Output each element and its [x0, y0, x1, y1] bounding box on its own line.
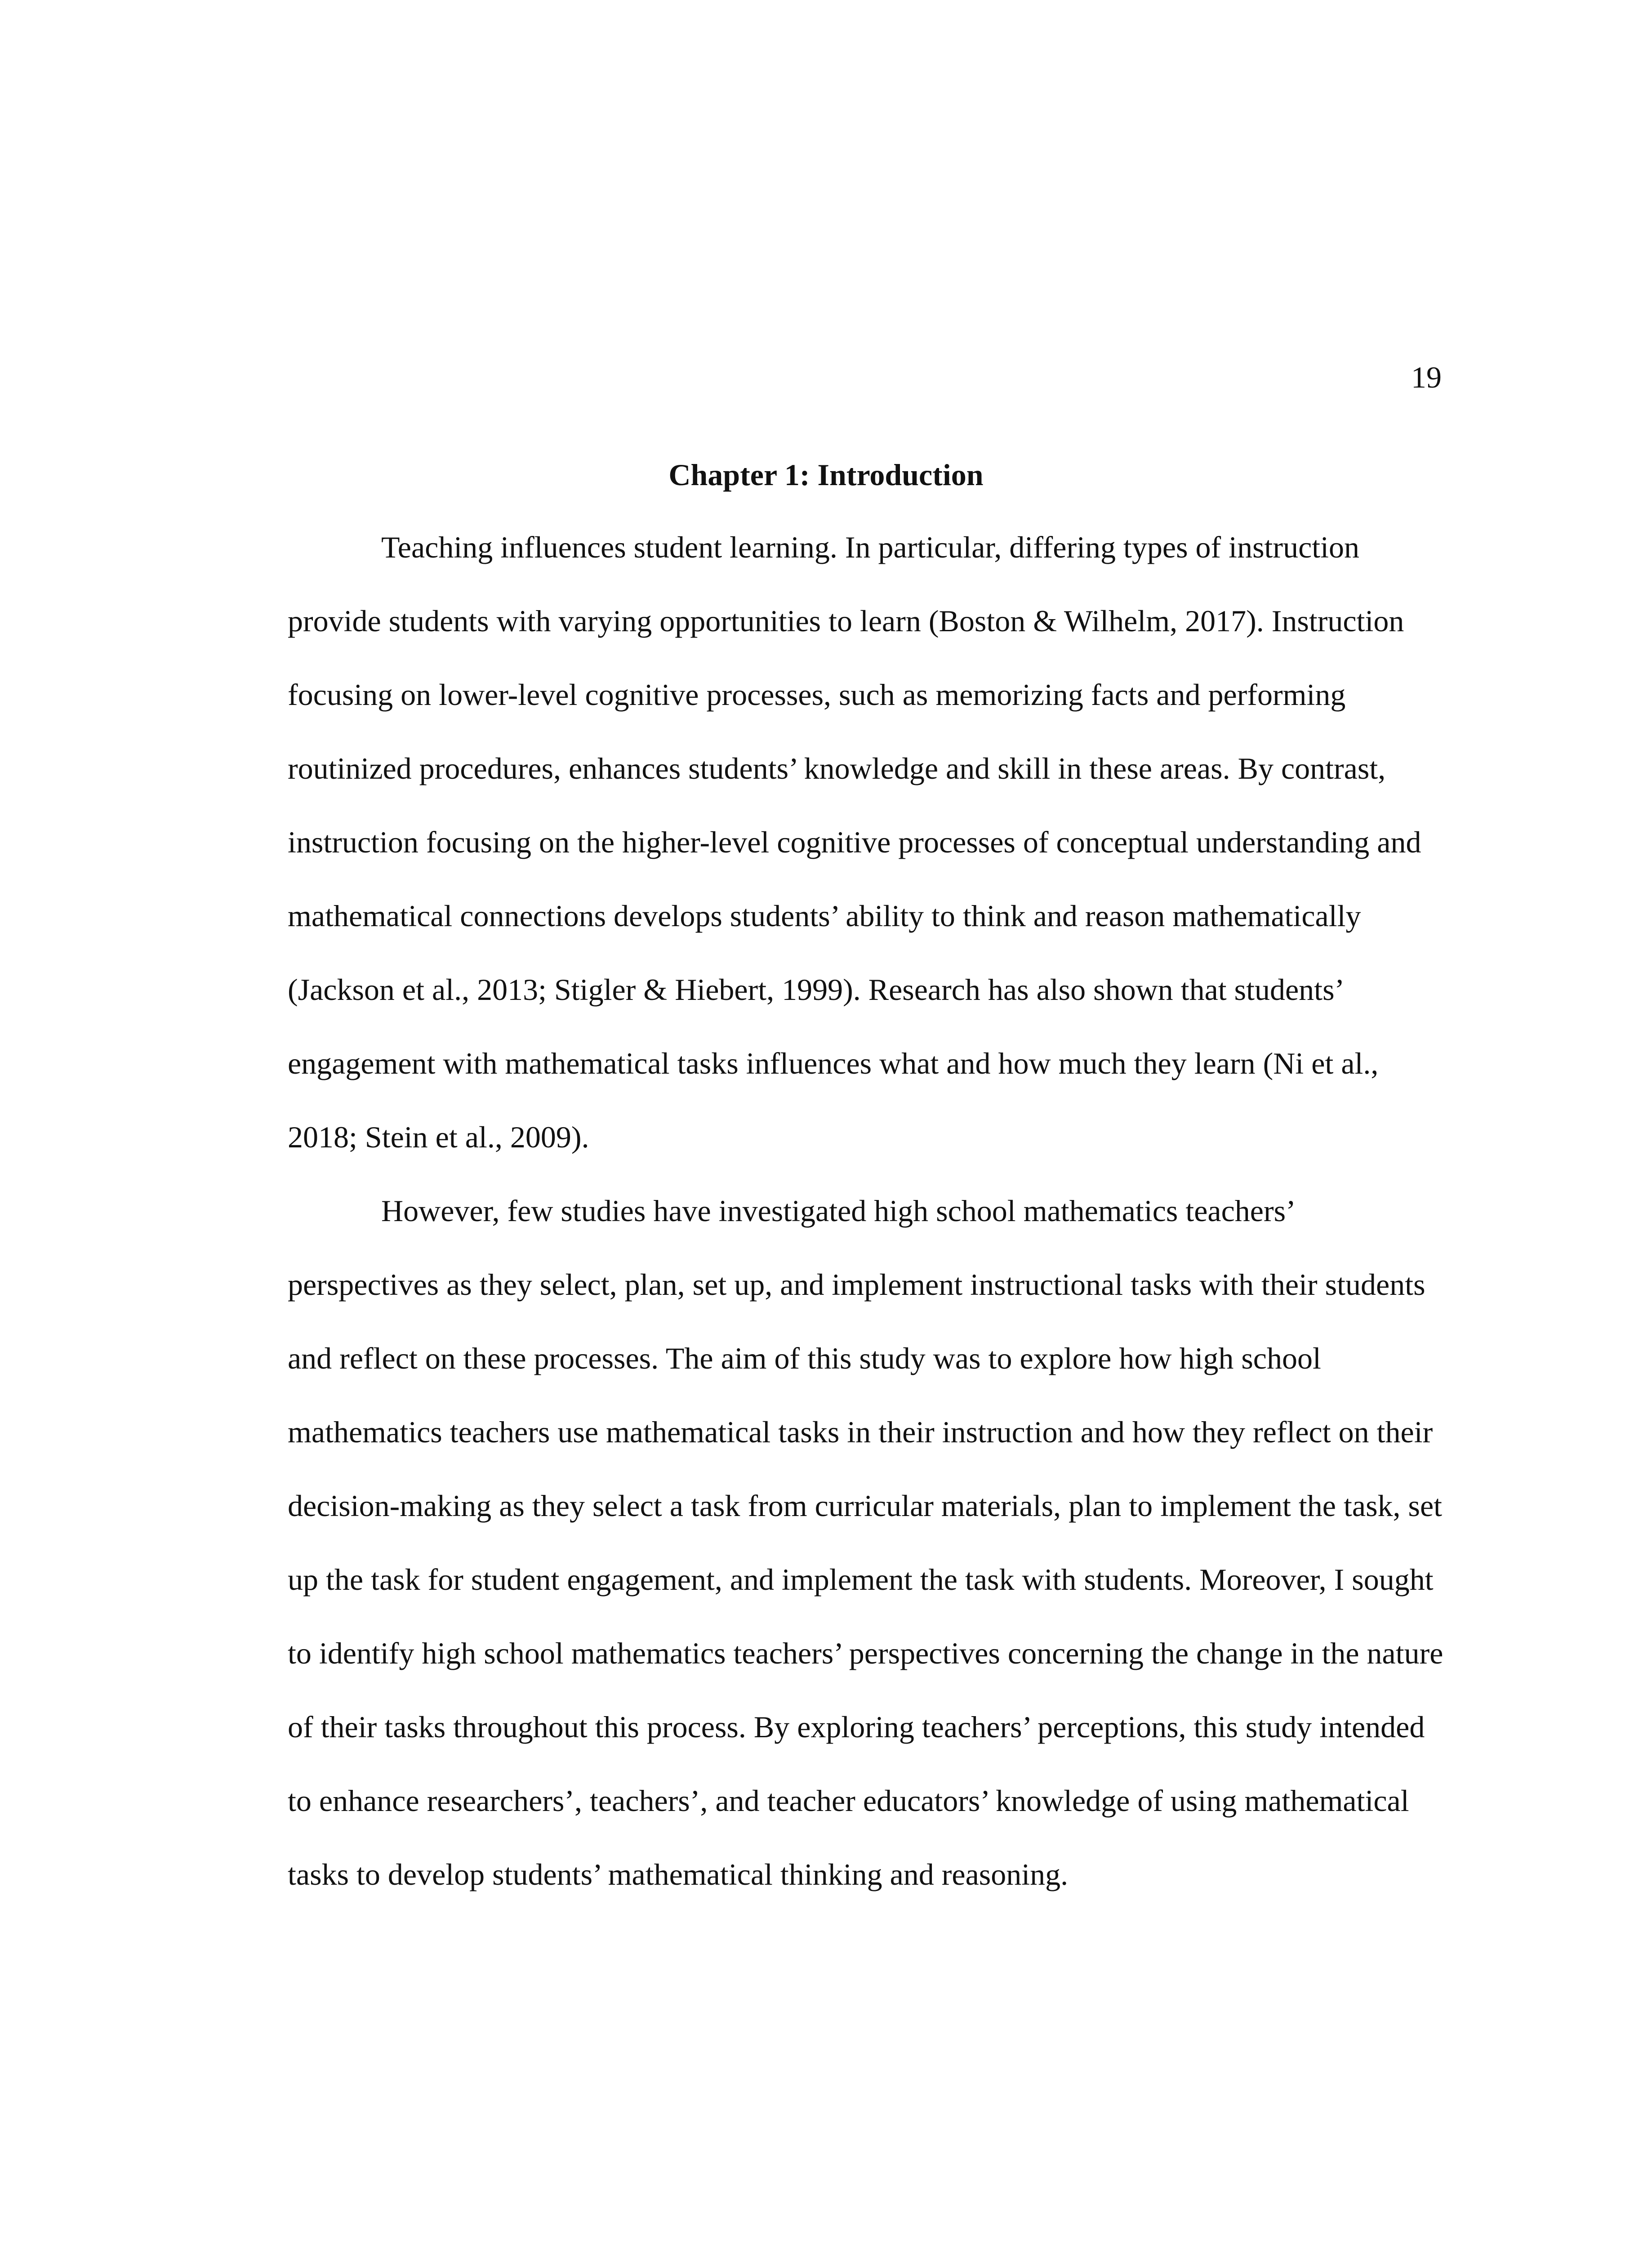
- paragraph-1: Teaching influences student learning. In particular, differing types of instruction provide students with varying opportunities to learn (Boston & Wilhelm, 2017). Instruction focusing on lower-level cognitive processes, such as memorizing facts and performing routinized procedures, enhances students’ knowledge and skill in these areas. By contrast, instruction focusing on the higher-level cognitive processes of conceptual understanding and mathematical connections develops students’ ability to think and reason mathematically (Jackson et al., 2013; Stigler & Hiebert, 1999). Research has also shown that students’ engagement with mathematical tasks influences what and how much they learn (Ni et al., 2018; Stein et al., 2009).: [288, 530, 1421, 1154]
- paragraph-2: However, few studies have investigated high school mathematics teachers’ perspectives as they select, plan, set up, and implement instructional tasks with their students and reflect on these processes. The aim of this study was to explore how high school mathematics teachers use mathematical tasks in their instruction and how they reflect on their decision-making as they select a task from curricular materials, plan to implement the task, set up the task for student engagement, and implement the task with students. Moreover, I sought to identify high school mathematics teachers’ perspectives concerning the change in the nature of their tasks throughout this process. By exploring teachers’ perceptions, this study intended to enhance researchers’, teachers’, and teacher educators’ knowledge of using mathematical tasks to develop students’ mathematical thinking and reasoning.: [288, 1194, 1443, 1891]
- page-number: 19: [1411, 360, 1442, 394]
- body-text: [288, 510, 1452, 1911]
- chapter-title: Chapter 1: Introduction: [668, 457, 984, 492]
